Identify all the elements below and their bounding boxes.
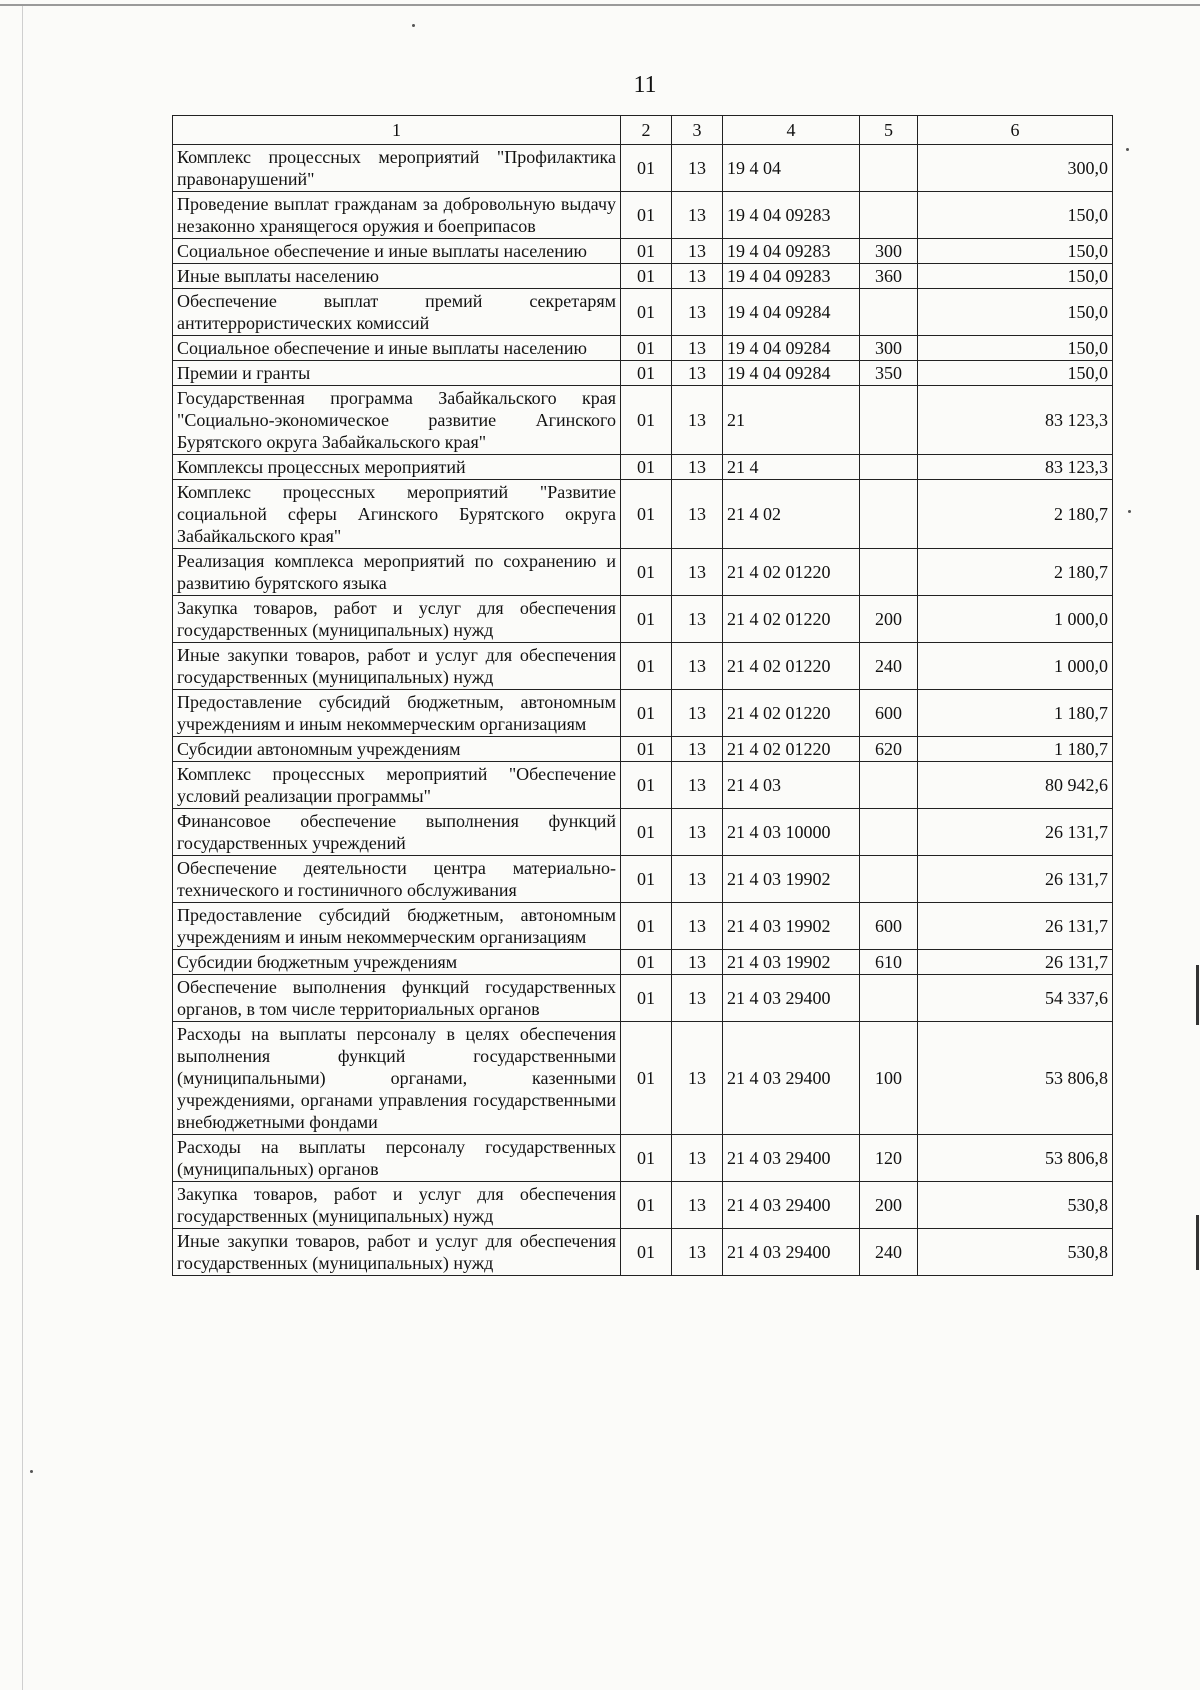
section-code-cell: 01 (621, 643, 672, 690)
amount-cell: 53 806,8 (918, 1022, 1113, 1135)
amount-cell: 83 123,3 (918, 455, 1113, 480)
item-name-cell: Субсидии бюджетным учреждениям (173, 950, 621, 975)
target-article-cell: 21 4 02 01220 (723, 549, 860, 596)
table-row (173, 1182, 1113, 1229)
subsection-code-cell: 13 (672, 737, 723, 762)
subsection-code-cell: 13 (672, 549, 723, 596)
section-code-cell: 01 (621, 361, 672, 386)
section-code-cell: 01 (621, 336, 672, 361)
expense-type-cell: 300 (860, 336, 918, 361)
target-article-cell: 21 4 03 19902 (723, 903, 860, 950)
expense-type-cell: 360 (860, 264, 918, 289)
amount-cell: 530,8 (918, 1182, 1113, 1229)
target-article-cell: 19 4 04 09283 (723, 192, 860, 239)
section-code-cell: 01 (621, 145, 672, 192)
expense-type-cell (860, 480, 918, 549)
expense-type-cell: 350 (860, 361, 918, 386)
item-name-cell: Реализация комплекса мероприятий по сохранению и развитию бурятского языка (173, 549, 621, 596)
target-article-cell: 19 4 04 09283 (723, 264, 860, 289)
column-header: 6 (918, 116, 1113, 145)
expense-type-cell: 100 (860, 1022, 918, 1135)
expense-type-cell: 620 (860, 737, 918, 762)
subsection-code-cell: 13 (672, 386, 723, 455)
scan-speck (412, 24, 415, 27)
item-name-cell: Социальное обеспечение и иные выплаты населению (173, 239, 621, 264)
subsection-code-cell: 13 (672, 145, 723, 192)
target-article-cell: 21 4 03 29400 (723, 975, 860, 1022)
item-name-cell: Субсидии автономным учреждениям (173, 737, 621, 762)
section-code-cell: 01 (621, 264, 672, 289)
item-name-cell: Закупка товаров, работ и услуг для обеспечения государственных (муниципальных) нужд (173, 1182, 621, 1229)
subsection-code-cell: 13 (672, 336, 723, 361)
section-code-cell: 01 (621, 192, 672, 239)
section-code-cell: 01 (621, 762, 672, 809)
section-code-cell: 01 (621, 950, 672, 975)
amount-cell: 54 337,6 (918, 975, 1113, 1022)
amount-cell: 150,0 (918, 239, 1113, 264)
item-name-cell: Финансовое обеспечение выполнения функций государственных учреждений (173, 809, 621, 856)
expense-type-cell (860, 192, 918, 239)
item-name-cell: Предоставление субсидий бюджетным, автономным учреждениям и иным некоммерческим организациям (173, 690, 621, 737)
target-article-cell: 21 4 03 (723, 762, 860, 809)
section-code-cell: 01 (621, 1182, 672, 1229)
expense-type-cell: 600 (860, 690, 918, 737)
subsection-code-cell: 13 (672, 264, 723, 289)
table-row (173, 856, 1113, 903)
target-article-cell: 21 4 03 19902 (723, 856, 860, 903)
section-code-cell: 01 (621, 386, 672, 455)
expense-type-cell: 240 (860, 643, 918, 690)
item-name-cell: Комплекс процессных мероприятий "Профилактика правонарушений" (173, 145, 621, 192)
amount-cell: 150,0 (918, 336, 1113, 361)
table-header-row (173, 116, 1113, 145)
subsection-code-cell: 13 (672, 1182, 723, 1229)
expense-type-cell: 610 (860, 950, 918, 975)
item-name-cell: Социальное обеспечение и иные выплаты населению (173, 336, 621, 361)
table-row (173, 903, 1113, 950)
table-row (173, 690, 1113, 737)
page-number: 11 (633, 72, 657, 98)
target-article-cell: 21 4 03 29400 (723, 1182, 860, 1229)
section-code-cell: 01 (621, 1135, 672, 1182)
table-row (173, 239, 1113, 264)
amount-cell: 83 123,3 (918, 386, 1113, 455)
table-row (173, 1022, 1113, 1135)
target-article-cell: 21 4 02 01220 (723, 690, 860, 737)
column-header: 5 (860, 116, 918, 145)
section-code-cell: 01 (621, 289, 672, 336)
item-name-cell: Расходы на выплаты персоналу государственных (муниципальных) органов (173, 1135, 621, 1182)
table-row (173, 455, 1113, 480)
section-code-cell: 01 (621, 239, 672, 264)
expense-type-cell: 200 (860, 596, 918, 643)
section-code-cell: 01 (621, 975, 672, 1022)
subsection-code-cell: 13 (672, 455, 723, 480)
amount-cell: 1 000,0 (918, 596, 1113, 643)
target-article-cell: 19 4 04 (723, 145, 860, 192)
target-article-cell: 21 4 02 01220 (723, 596, 860, 643)
amount-cell: 1 180,7 (918, 690, 1113, 737)
scan-speck (1126, 148, 1129, 151)
page-edge-left (22, 6, 23, 1690)
item-name-cell: Иные закупки товаров, работ и услуг для обеспечения государственных (муниципальных) нужд (173, 643, 621, 690)
subsection-code-cell: 13 (672, 950, 723, 975)
target-article-cell: 19 4 04 09284 (723, 361, 860, 386)
subsection-code-cell: 13 (672, 596, 723, 643)
expense-type-cell (860, 975, 918, 1022)
target-article-cell: 19 4 04 09284 (723, 336, 860, 361)
scan-edge-mark (1196, 965, 1199, 1025)
table-row (173, 336, 1113, 361)
table-row (173, 643, 1113, 690)
section-code-cell: 01 (621, 903, 672, 950)
subsection-code-cell: 13 (672, 1022, 723, 1135)
expense-type-cell (860, 455, 918, 480)
target-article-cell: 21 4 03 29400 (723, 1229, 860, 1276)
target-article-cell: 19 4 04 09284 (723, 289, 860, 336)
table-row (173, 289, 1113, 336)
subsection-code-cell: 13 (672, 1135, 723, 1182)
item-name-cell: Обеспечение выплат премий секретарям антитеррористических комиссий (173, 289, 621, 336)
amount-cell: 150,0 (918, 361, 1113, 386)
amount-cell: 26 131,7 (918, 903, 1113, 950)
item-name-cell: Комплекс процессных мероприятий "Обеспечение условий реализации программы" (173, 762, 621, 809)
table-row (173, 737, 1113, 762)
expense-type-cell: 300 (860, 239, 918, 264)
budget-table (172, 115, 1113, 1276)
section-code-cell: 01 (621, 480, 672, 549)
table-row (173, 762, 1113, 809)
table-row (173, 975, 1113, 1022)
expense-type-cell: 120 (860, 1135, 918, 1182)
target-article-cell: 21 4 03 29400 (723, 1135, 860, 1182)
subsection-code-cell: 13 (672, 762, 723, 809)
table-row (173, 386, 1113, 455)
expense-type-cell (860, 856, 918, 903)
amount-cell: 2 180,7 (918, 549, 1113, 596)
column-header: 3 (672, 116, 723, 145)
amount-cell: 150,0 (918, 192, 1113, 239)
expense-type-cell: 240 (860, 1229, 918, 1276)
target-article-cell: 21 4 02 (723, 480, 860, 549)
subsection-code-cell: 13 (672, 239, 723, 264)
subsection-code-cell: 13 (672, 856, 723, 903)
amount-cell: 26 131,7 (918, 856, 1113, 903)
target-article-cell: 19 4 04 09283 (723, 239, 860, 264)
section-code-cell: 01 (621, 856, 672, 903)
amount-cell: 26 131,7 (918, 809, 1113, 856)
subsection-code-cell: 13 (672, 975, 723, 1022)
table-row (173, 192, 1113, 239)
table-row (173, 809, 1113, 856)
column-header: 1 (173, 116, 621, 145)
expense-type-cell (860, 289, 918, 336)
subsection-code-cell: 13 (672, 361, 723, 386)
item-name-cell: Обеспечение деятельности центра материально-технического и гостиничного обслуживания (173, 856, 621, 903)
amount-cell: 150,0 (918, 289, 1113, 336)
target-article-cell: 21 (723, 386, 860, 455)
table-row (173, 549, 1113, 596)
target-article-cell: 21 4 03 10000 (723, 809, 860, 856)
table-row (173, 480, 1113, 549)
item-name-cell: Проведение выплат гражданам за добровольную выдачу незаконно хранящегося оружия и боеприпасов (173, 192, 621, 239)
item-name-cell: Премии и гранты (173, 361, 621, 386)
table-row (173, 1135, 1113, 1182)
item-name-cell: Иные закупки товаров, работ и услуг для обеспечения государственных (муниципальных) нужд (173, 1229, 621, 1276)
amount-cell: 2 180,7 (918, 480, 1113, 549)
amount-cell: 1 000,0 (918, 643, 1113, 690)
amount-cell: 1 180,7 (918, 737, 1113, 762)
expense-type-cell: 600 (860, 903, 918, 950)
expense-type-cell (860, 762, 918, 809)
scan-speck (1128, 510, 1131, 513)
table-row (173, 361, 1113, 386)
section-code-cell: 01 (621, 596, 672, 643)
subsection-code-cell: 13 (672, 809, 723, 856)
amount-cell: 80 942,6 (918, 762, 1113, 809)
item-name-cell: Иные выплаты населению (173, 264, 621, 289)
item-name-cell: Комплекс процессных мероприятий "Развитие социальной сферы Агинского Бурятского округа Забайкальского края" (173, 480, 621, 549)
table-row (173, 596, 1113, 643)
subsection-code-cell: 13 (672, 643, 723, 690)
page-edge-top (0, 4, 1200, 6)
subsection-code-cell: 13 (672, 903, 723, 950)
amount-cell: 150,0 (918, 264, 1113, 289)
subsection-code-cell: 13 (672, 289, 723, 336)
section-code-cell: 01 (621, 690, 672, 737)
column-header: 4 (723, 116, 860, 145)
item-name-cell: Государственная программа Забайкальского края "Социально-экономическое развитие Агинского Бурятского округа Забайкальского края" (173, 386, 621, 455)
target-article-cell: 21 4 03 29400 (723, 1022, 860, 1135)
table-row (173, 1229, 1113, 1276)
item-name-cell: Комплексы процессных мероприятий (173, 455, 621, 480)
expense-type-cell (860, 809, 918, 856)
column-header: 2 (621, 116, 672, 145)
section-code-cell: 01 (621, 1022, 672, 1135)
item-name-cell: Расходы на выплаты персоналу в целях обеспечения выполнения функций государственными (муниципальными) органами, казенными учреждениями, органами управления государственными внебюджетными фондами (173, 1022, 621, 1135)
amount-cell: 300,0 (918, 145, 1113, 192)
section-code-cell: 01 (621, 549, 672, 596)
subsection-code-cell: 13 (672, 192, 723, 239)
section-code-cell: 01 (621, 737, 672, 762)
target-article-cell: 21 4 02 01220 (723, 737, 860, 762)
scan-speck (30, 1470, 33, 1473)
section-code-cell: 01 (621, 455, 672, 480)
table-row (173, 950, 1113, 975)
amount-cell: 26 131,7 (918, 950, 1113, 975)
target-article-cell: 21 4 (723, 455, 860, 480)
item-name-cell: Предоставление субсидий бюджетным, автономным учреждениям и иным некоммерческим организациям (173, 903, 621, 950)
amount-cell: 530,8 (918, 1229, 1113, 1276)
expense-type-cell (860, 145, 918, 192)
target-article-cell: 21 4 02 01220 (723, 643, 860, 690)
item-name-cell: Закупка товаров, работ и услуг для обеспечения государственных (муниципальных) нужд (173, 596, 621, 643)
table-row (173, 264, 1113, 289)
section-code-cell: 01 (621, 809, 672, 856)
expense-type-cell (860, 386, 918, 455)
table-row (173, 145, 1113, 192)
subsection-code-cell: 13 (672, 1229, 723, 1276)
expense-type-cell (860, 549, 918, 596)
item-name-cell: Обеспечение выполнения функций государственных органов, в том числе территориальных органов (173, 975, 621, 1022)
section-code-cell: 01 (621, 1229, 672, 1276)
expense-type-cell: 200 (860, 1182, 918, 1229)
subsection-code-cell: 13 (672, 690, 723, 737)
amount-cell: 53 806,8 (918, 1135, 1113, 1182)
target-article-cell: 21 4 03 19902 (723, 950, 860, 975)
scan-edge-mark (1196, 1215, 1199, 1270)
subsection-code-cell: 13 (672, 480, 723, 549)
